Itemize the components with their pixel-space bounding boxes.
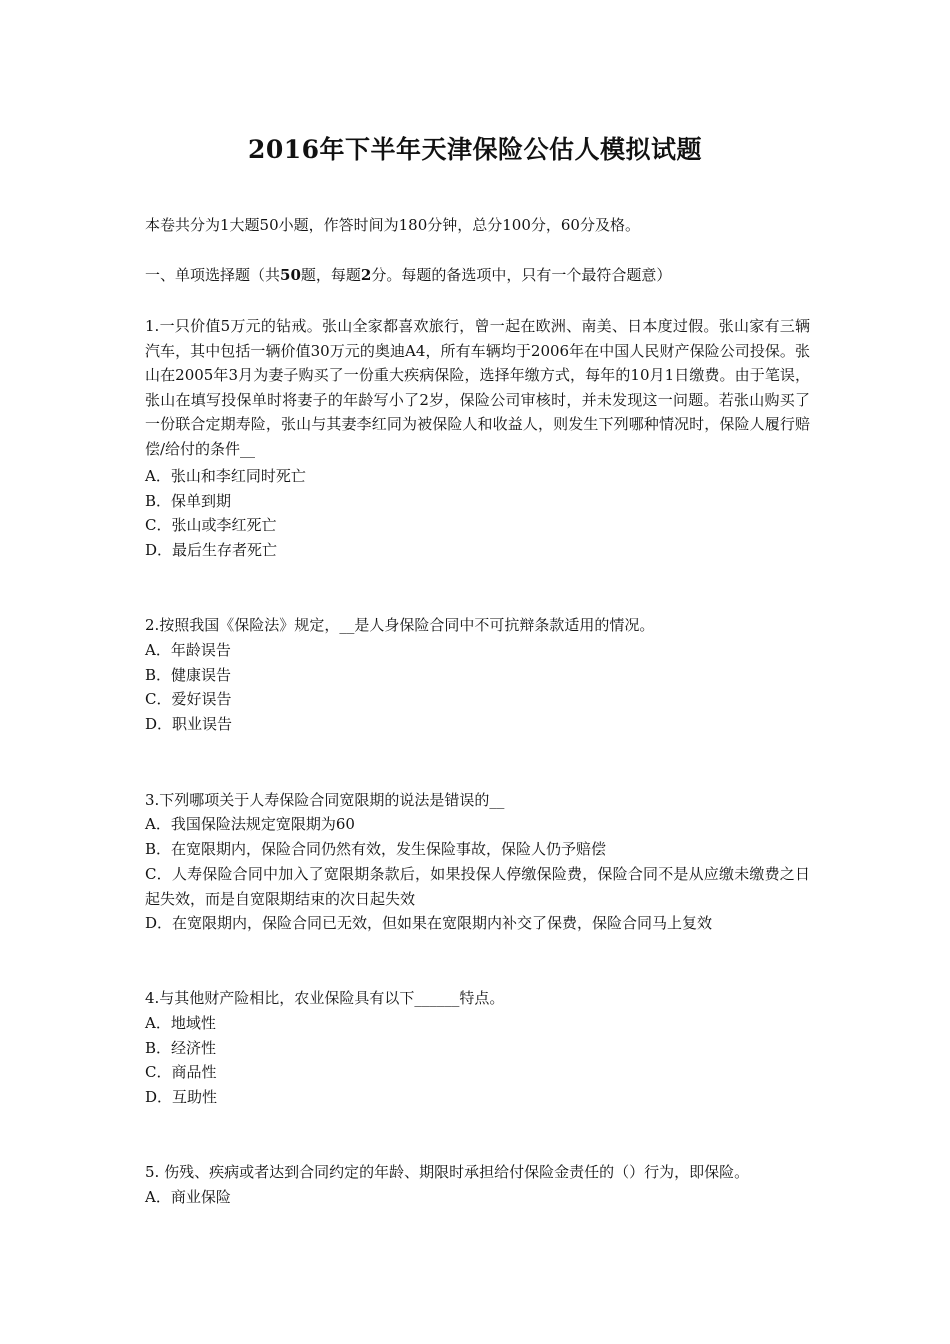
question-2-option-d: D．职业误告 (145, 715, 233, 733)
question-2-option-b: B．健康误告 (145, 666, 232, 684)
exam-intro: 本卷共分为1大题50小题，作答时间为180分钟，总分100分，60分及格。 (145, 216, 640, 234)
question-5-option-a: A．商业保险 (145, 1188, 231, 1206)
question-4-option-b: B．经济性 (145, 1039, 217, 1057)
question-3-option-d: D．在宽限期内，保险合同已无效，但如果在宽限期内补交了保费，保险合同马上复效 (145, 914, 713, 932)
question-1-option-c: C．张山或李红死亡 (145, 516, 277, 534)
question-4-option-d: D．互助性 (145, 1088, 218, 1106)
question-3-option-a: A．我国保险法规定宽限期为60 (145, 815, 355, 833)
question-1-option-b: B．保单到期 (145, 492, 232, 510)
question-1-stem: 1.一只价值5万元的钻戒。张山全家都喜欢旅行，曾一起在欧洲、南美、日本度过假。张山家有三辆汽车，其中包括一辆价值30万元的奥迪A4，所有车辆均于2006年在中国人民财产保险公司投保。张山在2005年3月为妻子购买了一份重大疾病保险，选择年缴方式，每年的10月1日缴费。由于笔误，张山在填写投保单时将妻子的年龄写小了2岁，保险公司审核时，并未发现这一问题。若张山购买了一份联合定期寿险，张山与其妻李红同为被保险人和收益人，则发生下列哪种情况时，保险人履行赔偿/给付的条件__ (145, 317, 810, 458)
section-question-count: 50 (280, 266, 301, 284)
question-4-stem: 4.与其他财产险相比，农业保险具有以下______特点。 (145, 989, 505, 1007)
section-score: 2 (360, 266, 372, 284)
question-3-option-b: B．在宽限期内，保险合同仍然有效，发生保险事故，保险人仍予赔偿 (145, 840, 607, 858)
section-prefix: 一、单项选择题（共 (145, 266, 281, 284)
section-heading (145, 264, 671, 286)
question-2-stem: 2.按照我国《保险法》规定，__是人身保险合同中不可抗辩条款适用的情况。 (145, 616, 655, 634)
question-4-option-c: C．商品性 (145, 1063, 217, 1081)
question-4-option-a: A．地域性 (145, 1014, 216, 1032)
section-suffix: 分。每题的备选项中，只有一个最符合题意） (371, 266, 672, 284)
question-2-option-a: A．年龄误告 (145, 641, 231, 659)
question-2-option-c: C．爱好误告 (145, 690, 232, 708)
section-mid: 题，每题 (300, 266, 361, 284)
page-title: 2016年下半年天津保险公估人模拟试题 (247, 135, 703, 164)
question-1-option-d: D．最后生存者死亡 (145, 541, 278, 559)
question-3-option-c: C．人寿保险合同中加入了宽限期条款后，如果投保人停缴保险费，保险合同不是从应缴未缴费之日起失效，而是自宽限期结束的次日起失效 (145, 865, 810, 908)
question-1-option-a: A．张山和李红同时死亡 (145, 467, 306, 485)
question-3-stem: 3.下列哪项关于人寿保险合同宽限期的说法是错误的__ (145, 791, 505, 809)
question-5-stem: 5. 伤残、疾病或者达到合同约定的年龄、期限时承担给付保险金责任的（）行为，即保险。 (145, 1163, 750, 1181)
